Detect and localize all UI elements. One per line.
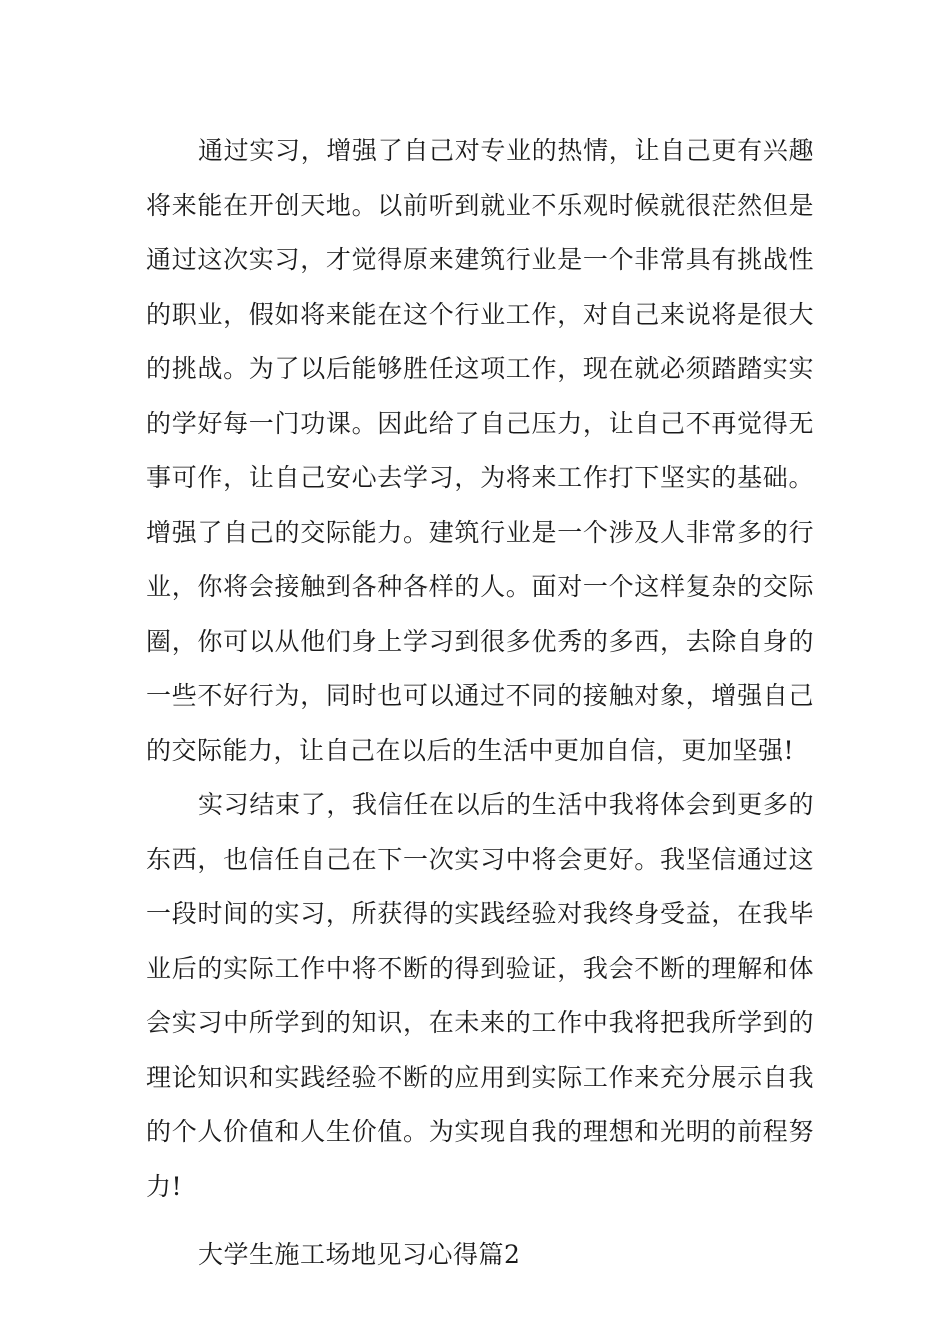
section-heading: 大学生施工场地见习心得篇2 — [198, 1240, 521, 1269]
paragraph-internship-conclusion: 实习结束了，我信任在以后的生活中我将体会到更多的东西，也信任自己在下一次实习中将会更好。我坚信通过这一段时间的实习，所获得的实践经验对我终身受益，在我毕业后的实际工作中将不断的得到验证，我会不断的理解和体会实习中所学到的知识，在未来的工作中我将把我所学到的理论知识和实践经验不断的应用到实际工作来充分展示自我的个人价值和人生价值。为实现自我的理想和光明的前程努力! — [146, 790, 814, 1201]
paragraph-internship-benefits: 通过实习，增强了自己对专业的热情，让自己更有兴趣将来能在开创天地。以前听到就业不乐观时候就很茫然但是通过这次实习，才觉得原来建筑行业是一个非常具有挑战性的职业，假如将来能在这个行业工作，对自己来说将是很大的挑战。为了以后能够胜任这项工作，现在就必须踏踏实实的学好每一门功课。因此给了自己压力，让自己不再觉得无事可作，让自己安心去学习，为将来工作打下坚实的基础。 增强了自己的交际能力。建筑行业是一个涉及人非常多的行业，你将会接触到各种各样的人。面对一个这样复杂的交际圈，你可以从他们身上学习到很多优秀的多西，去除自身的一些不好行为，同时也可以通过不同的接触对象，增强自己的交际能力，让自己在以后的生活中更加自信，更加坚强! — [146, 136, 814, 765]
document-body — [146, 124, 814, 1283]
